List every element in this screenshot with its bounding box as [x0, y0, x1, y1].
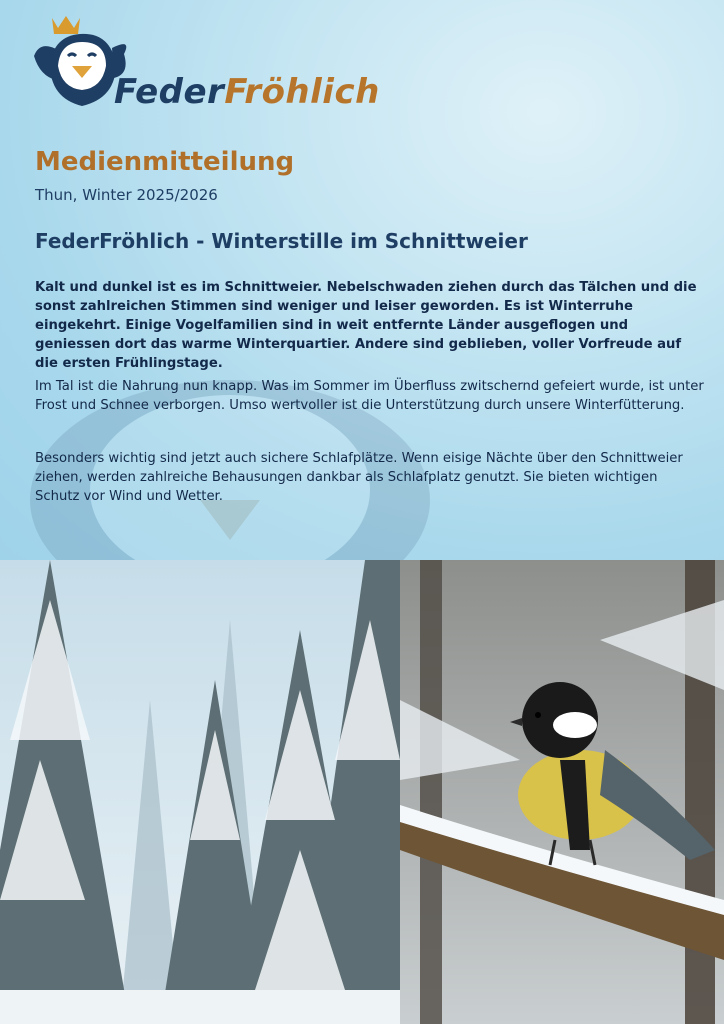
body-paragraph-shelter: Besonders wichtig sind jetzt auch sichere Schlafplätze. Wenn eisige Nächte über den Schnittweier ziehen, werden zahlreiche Behausungen dankbar als Schlafplatz genutzt. Sie bieten wichtigen Schutz vor Wind und Wetter.: [35, 451, 683, 504]
press-release-headline: FederFröhlich - Winterstille im Schnittweier: [35, 229, 528, 253]
document-type-heading: Medienmitteilung: [35, 147, 295, 177]
body-paragraph-food: Im Tal ist die Nahrung nun knapp. Was im Sommer im Überfluss zwitschernd gefeiert wurde, ist unter Frost und Schnee verborgen. Umso wertvoller ist die Unterstützung durch unsere Winterfütterung.: [35, 379, 704, 413]
brand-wordmark: [114, 72, 380, 112]
dateline: Thun, Winter 2025/2026: [35, 186, 218, 204]
brand-word-froehlich: Fröhlich: [224, 72, 380, 112]
brand-word-feder: Feder: [114, 72, 225, 112]
lead-paragraph: Kalt und dunkel ist es im Schnittweier. Nebelschwaden ziehen durch das Tälchen und die sonst zahlreichen Stimmen sind weniger und leiser geworden. Es ist Winterruhe eingekehrt. Einige Vogelfamilien sind in weit entfernte Länder ausgeflogen und geniessen dort das warme Winterquartier. Andere sind geblieben, voller Vorfreude auf die ersten Frühlingstage.: [35, 280, 697, 371]
snowy-forest-photo: [0, 560, 400, 1024]
great-tit-bird-photo: [400, 560, 724, 1024]
